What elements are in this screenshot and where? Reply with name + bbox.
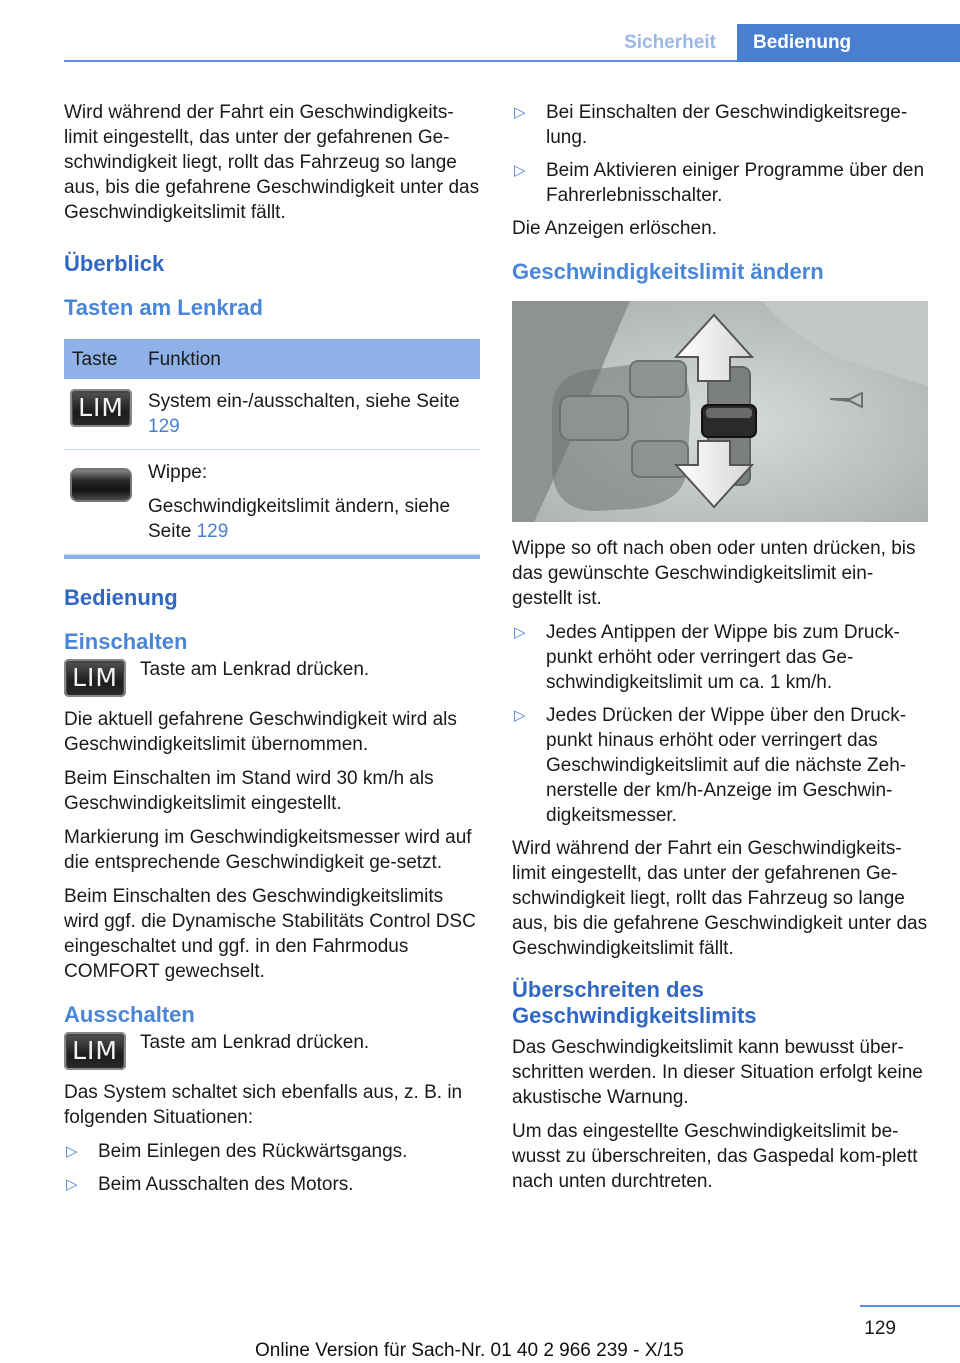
heading-ausschalten: Ausschalten	[64, 1002, 195, 1027]
list-item: ▷ Beim Ausschalten des Motors.	[64, 1172, 480, 1197]
table-row	[64, 379, 480, 450]
bullet-list	[64, 1139, 480, 1197]
list-item: ▷ Bei Einschalten der Geschwindigkeitsrege-lung.	[512, 100, 928, 150]
lim-button-icon: LIM	[64, 1032, 126, 1070]
paragraph: Das Geschwindigkeitslimit kann bewusst über-schritten werden. In dieser Situation erfolgt keine akustische Warnung.	[512, 1037, 923, 1108]
row2-text: Geschwindigkeitslimit ändern, siehe Seite	[148, 496, 451, 542]
paragraph: Beim Einschalten des Geschwindigkeitslimits wird ggf. die Dynamische Stabilitäts Control DSC eingeschaltet und ggf. in den Fahrmodus COMFORT gewechselt.	[64, 886, 476, 982]
list-item: ▷ Jedes Drücken der Wippe über den Druck-punkt hinaus erhöht oder verringert das Geschwindigkeitslimit auf die nächste Zeh-nerstelle der km/h-Anzeige im Geschwin-digkeitsmesser.	[512, 703, 928, 828]
footer-rule	[860, 1305, 960, 1307]
row1-text: System ein-/ausschalten, siehe Seite	[148, 391, 460, 412]
page-link[interactable]: 129	[196, 521, 229, 542]
heading-geschwindigkeitslimit-aendern: Geschwindigkeitslimit ändern	[512, 259, 824, 284]
paragraph: Die aktuell gefahrene Geschwindigkeit wird als Geschwindigkeitslimit übernommen.	[64, 709, 457, 755]
heading-bedienung: Bedienung	[64, 585, 178, 610]
paragraph: Wippe so oft nach oben oder unten drücken, bis das gewünschte Geschwindigkeitslimit ein-gestellt ist.	[512, 538, 916, 609]
paragraph: Beim Einschalten im Stand wird 30 km/h als Geschwindigkeitslimit eingestellt.	[64, 768, 434, 814]
list-item: ▷ Beim Einlegen des Rückwärtsgangs.	[64, 1139, 480, 1164]
paragraph: Wird während der Fahrt ein Geschwindigkeits-limit eingestellt, das unter der gefahrenen Ge-schwindigkeit liegt, rollt das Fahrzeug so lange aus, bis die gefahrene Geschwindigkeit unter das Geschwindigkeitslimit fällt.	[512, 838, 928, 959]
lim-button-icon: LIM	[64, 659, 126, 697]
tab-sicherheit[interactable]: Sicherheit	[624, 32, 716, 53]
paragraph: Das System schaltet sich ebenfalls aus, z. B. in folgenden Situationen:	[64, 1082, 463, 1128]
page-number: 129	[864, 1318, 896, 1339]
table-header-funktion: Funktion	[140, 339, 480, 379]
intro-paragraph: Wird während der Fahrt ein Geschwindigkeits-limit eingestellt, das unter der gefahrenen Ge-schwindigkeit liegt, rollt das Fahrzeug so lange aus, bis die gefahrene Geschwindigkeit unter das Geschwindigkeitslimit fällt.	[64, 102, 480, 223]
einschalten-text: Taste am Lenkrad drücken.	[140, 659, 370, 680]
left-column	[64, 100, 480, 1205]
heading-ueberblick: Überblick	[64, 251, 165, 276]
ausschalten-text: Taste am Lenkrad drücken.	[140, 1032, 370, 1053]
heading-einschalten: Einschalten	[64, 629, 188, 654]
table-row	[64, 450, 480, 555]
steering-wheel-rocker-figure	[512, 301, 928, 522]
row2-line1: Wippe:	[148, 462, 208, 483]
heading-tasten-am-lenkrad: Tasten am Lenkrad	[64, 295, 263, 320]
rocker-switch-icon	[70, 468, 132, 502]
table-cell-function	[140, 379, 480, 450]
table-cell-function	[140, 450, 480, 555]
paragraph: Um das eingestellte Geschwindigkeitslimit be-wusst zu überschreiten, das Gaspedal kom-plett nach unten durchtreten.	[512, 1121, 918, 1192]
table-header-taste: Taste	[64, 339, 140, 379]
keys-table	[64, 339, 480, 555]
table-end-rule	[64, 555, 480, 559]
paragraph: Die Anzeigen erlöschen.	[512, 218, 717, 239]
list-item: ▷ Beim Aktivieren einiger Programme über den Fahrerlebnisschalter.	[512, 158, 928, 208]
online-version-note: Online Version für Sach-Nr. 01 40 2 966 239 - X/15	[255, 1340, 684, 1361]
heading-ueberschreiten: Überschreiten des Geschwindigkeitslimits	[512, 977, 757, 1028]
bullet-list	[512, 100, 928, 208]
page-link[interactable]: 129	[148, 416, 180, 437]
einschalten-block	[64, 657, 480, 701]
ausschalten-block	[64, 1030, 480, 1074]
bullet-list	[512, 620, 928, 828]
right-column	[512, 100, 928, 1203]
table-cell-icon	[64, 379, 140, 450]
paragraph: Markierung im Geschwindigkeitsmesser wird auf die entsprechende Geschwindigkeit ge-setzt.	[64, 827, 472, 873]
table-header-row	[64, 339, 480, 379]
list-item: ▷ Jedes Antippen der Wippe bis zum Druck-punkt erhöht oder verringert das Ge-schwindigkeitslimit um ca. 1 km/h.	[512, 620, 928, 695]
lim-button-icon: LIM	[70, 389, 132, 427]
tab-bedienung[interactable]: Bedienung	[737, 24, 960, 62]
table-cell-icon	[64, 450, 140, 555]
